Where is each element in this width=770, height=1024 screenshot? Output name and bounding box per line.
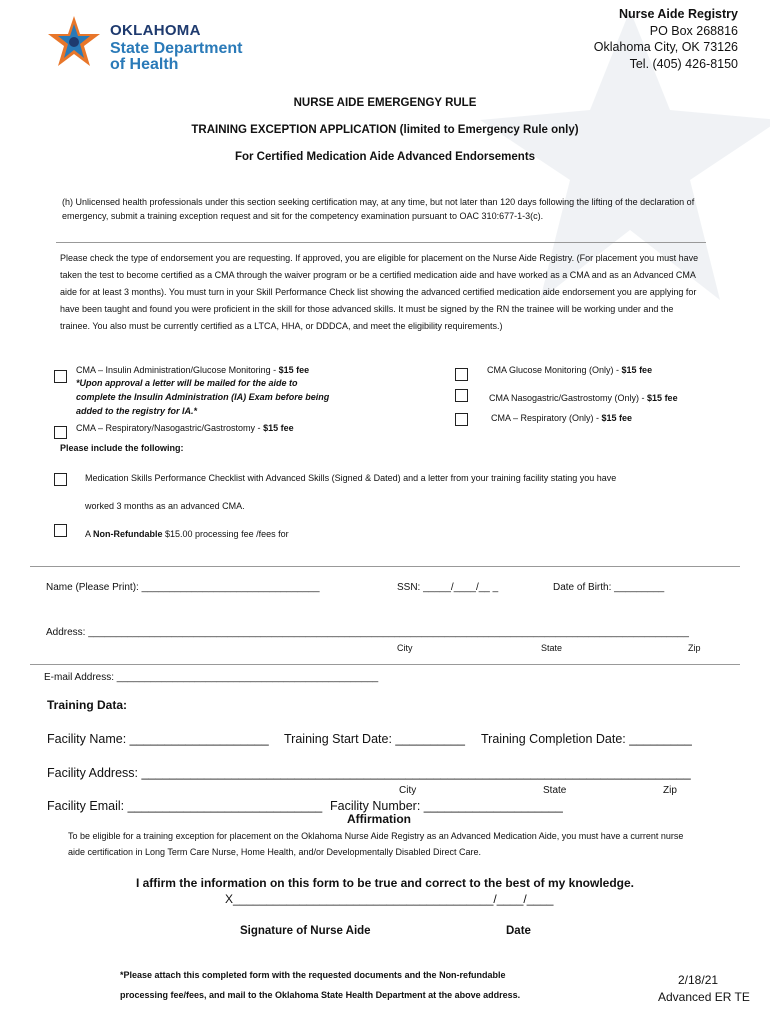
option-insulin-note	[76, 376, 376, 418]
option-insulin-glucose-fee: $15 fee	[278, 365, 310, 375]
date-line[interactable]: _____/____/____	[460, 892, 554, 906]
option-respiratory-nasogastric	[76, 421, 376, 435]
footer-note-line1: *Please attach this completed form with the requested documents and the Non-refundable	[120, 970, 506, 980]
divider	[30, 566, 740, 567]
option-respiratory-only-label: CMA – Respiratory (Only) -	[491, 413, 602, 423]
footer-version: Advanced ER TE	[658, 990, 750, 1004]
logo-text-state-department: State Department	[110, 40, 243, 57]
option-respiratory-only-fee: $15 fee	[601, 413, 633, 423]
field-facility-address[interactable]: Facility Address: _______________________________________________________________________________	[47, 766, 691, 780]
option-respiratory-nasogastric-fee: $15 fee	[263, 423, 294, 433]
registry-city: Oklahoma City, OK 73126	[593, 40, 738, 54]
footer-date: 2/18/21	[678, 973, 719, 987]
option-nasogastric-only-label: CMA Nasogastric/Gastrostomy (Only) -	[489, 393, 648, 403]
option-nasogastric-only-fee: $15 fee	[647, 393, 678, 403]
field-facility-email[interactable]: Facility Email: ____________________________	[47, 799, 323, 813]
intro-paragraph-rule: (h) Unlicensed health professionals under this section seeking certification may, at any time, but not later than 120 days following the lifting of the declaration of emergency, submit a training exception request and sit for the competency examination pursuant to OAC 310:677-1-3(c).	[62, 197, 695, 221]
checkbox-respiratory-only[interactable]	[455, 413, 468, 426]
signature-line[interactable]: X__________________________________	[225, 892, 460, 906]
field-address[interactable]: Address: ____________________________________________________________________________________________________________	[46, 627, 689, 638]
include-skills-checklist: Medication Skills Performance Checklist with Advanced Skills (Signed & Dated) and a letter from your training facility stating you have	[85, 473, 617, 483]
affirmation-paragraph: To be eligible for a training exception for placement on the Oklahoma Nurse Aide Registry as an Advanced Medication Aide, you must have a current nurse aide certification in Long Term Care Nurse, Home Health, and/or Developmentally Disabled Direct Care.	[68, 831, 684, 857]
intro-paragraph-instructions: Please check the type of endorsement you are requesting. If approved, you are eligible for placement on the Nurse Aide Registry. (For placement you must have taken the test to become certified as a CMA through the waiver program or be a certified medication aide and have worked as a CMA and as an Advanced CMA aide for at least 3 months). You must turn in your Skill Performance Check list showing the advanced certified medication aide endorsement you are applying for have been taught and found you were proficient in the skill for those advanced skills. It must be signed by the RN the trainee will be working under and the trainee. You also must be currently certified as a LTCA, HHA, or DDDCA, and meet the eligibility requirements.)	[60, 253, 699, 331]
field-facility-number[interactable]: Facility Number: ____________________	[330, 799, 563, 813]
label-state: State	[541, 643, 563, 653]
label-facility-state: State	[543, 785, 567, 796]
osdh-logo-icon	[44, 14, 104, 74]
option-insulin-glucose	[76, 363, 376, 377]
field-training-start[interactable]: Training Start Date: __________	[284, 732, 465, 746]
option-insulin-note-line3: added to the registry for IA.*	[76, 406, 198, 416]
registry-tel: Tel. (405) 426-8150	[629, 56, 738, 71]
option-insulin-note-line1: *Upon approval a letter will be mailed for the aide to	[76, 378, 298, 388]
registry-name: Nurse Aide Registry	[618, 7, 738, 21]
logo-text-oklahoma: OKLAHOMA	[110, 22, 201, 39]
checkbox-skills-checklist[interactable]	[54, 473, 67, 486]
checkbox-processing-fee[interactable]	[54, 524, 67, 537]
checkbox-respiratory-nasogastric[interactable]	[54, 426, 67, 439]
include-fee-pre: A	[85, 529, 94, 539]
logo-text-of-health: of Health	[110, 56, 179, 73]
include-fee-post: $15.00 processing fee /fees for	[162, 529, 289, 539]
affirmation-statement: I affirm the information on this form to be true and correct to the best of my knowledge.	[135, 876, 635, 890]
field-ssn[interactable]: SSN: _____/____/__ _	[397, 582, 499, 593]
checkbox-insulin-glucose[interactable]	[54, 370, 67, 383]
option-respiratory-nasogastric-label: CMA – Respiratory/Nasogastric/Gastrostomy -	[76, 423, 264, 433]
checkbox-glucose-only[interactable]	[455, 368, 468, 381]
training-heading: Training Data:	[47, 698, 128, 712]
registry-po-box: PO Box 268816	[649, 23, 738, 38]
footer-note-line2: processing fee/fees, and mail to the Oklahoma State Health Department at the above address.	[120, 990, 521, 1000]
divider	[30, 664, 740, 665]
option-insulin-note-line2: complete the Insulin Administration (IA) Exam before being	[76, 392, 330, 402]
option-glucose-only-label: CMA Glucose Monitoring (Only) -	[487, 365, 622, 375]
field-dob[interactable]: Date of Birth: _________	[553, 582, 665, 593]
include-processing-fee	[85, 527, 725, 541]
option-nasogastric-only	[489, 391, 759, 405]
option-glucose-only	[487, 363, 757, 377]
field-email[interactable]: E-mail Address: _______________________________________________	[44, 672, 379, 683]
registry-address-block	[594, 6, 738, 72]
title-endorsements: For Certified Medication Aide Advanced Endorsements	[234, 151, 536, 163]
title-emergency-rule: NURSE AIDE EMERGENGY RULE	[293, 97, 477, 109]
include-skills-checklist-cont: worked 3 months as an advanced CMA.	[85, 501, 245, 511]
option-glucose-only-fee: $15 fee	[621, 365, 653, 375]
field-name[interactable]: Name (Please Print): ________________________________	[46, 582, 320, 593]
date-label: Date	[506, 925, 531, 937]
label-facility-city: City	[399, 785, 417, 796]
checkbox-nasogastric-only[interactable]	[455, 389, 468, 402]
field-facility-name[interactable]: Facility Name: ____________________	[47, 732, 269, 746]
option-respiratory-only	[491, 411, 761, 425]
label-city: City	[397, 643, 413, 653]
divider	[56, 242, 706, 243]
include-heading: Please include the following:	[60, 443, 184, 453]
include-fee-nonrefundable: Non-Refundable	[93, 529, 163, 539]
field-training-completion[interactable]: Training Completion Date: _________	[481, 732, 692, 746]
affirmation-heading: Affirmation	[347, 812, 411, 826]
signature-label: Signature of Nurse Aide	[240, 925, 371, 937]
option-insulin-glucose-label: CMA – Insulin Administration/Glucose Monitoring -	[76, 365, 279, 375]
title-training-exception: TRAINING EXCEPTION APPLICATION (limited to Emergency Rule only)	[191, 124, 579, 136]
label-zip: Zip	[688, 643, 701, 653]
label-facility-zip: Zip	[663, 785, 677, 796]
